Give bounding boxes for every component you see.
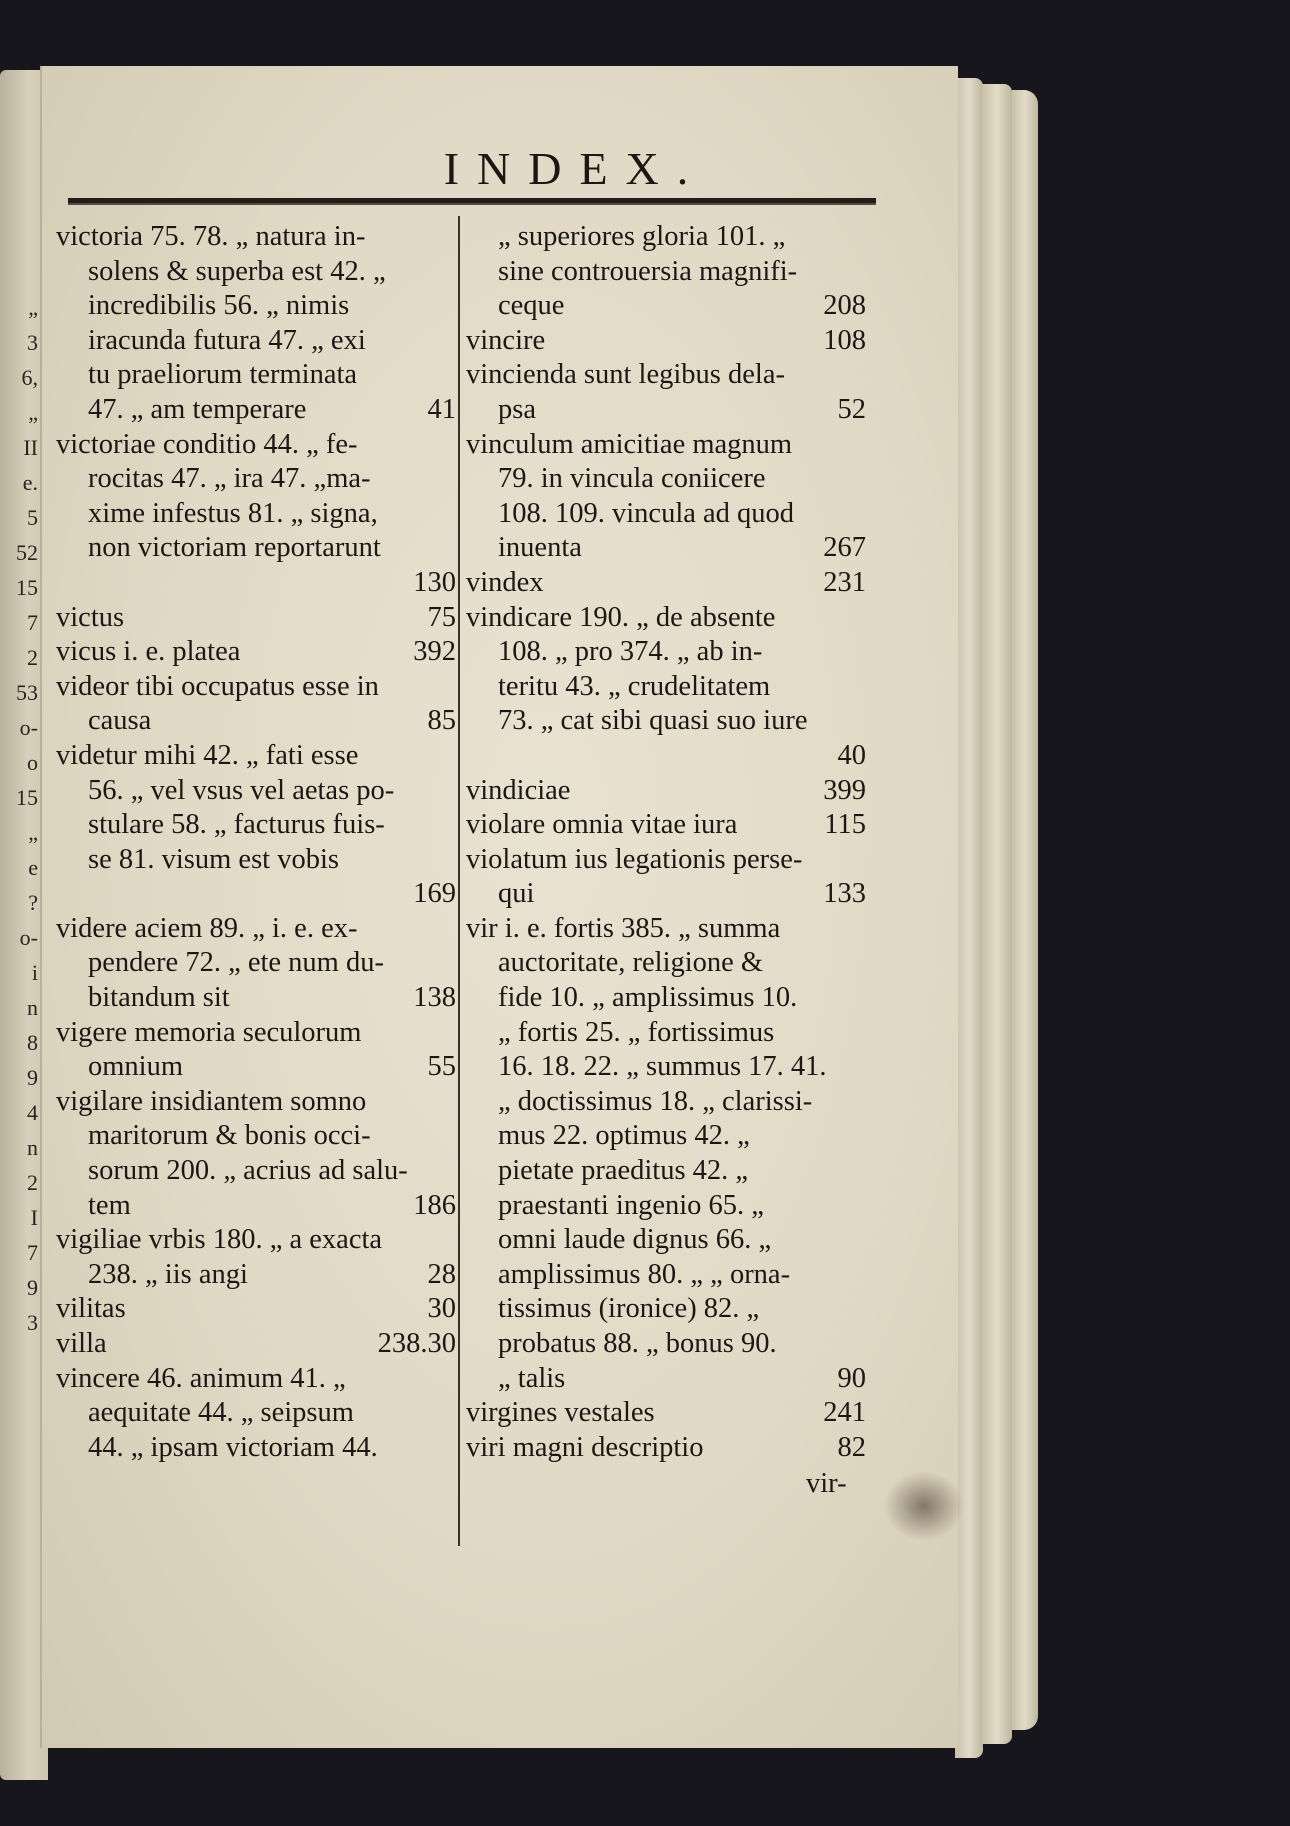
index-line	[56, 877, 456, 912]
index-entry	[466, 808, 866, 843]
index-line	[56, 601, 456, 636]
index-entry	[56, 1085, 456, 1223]
index-line	[466, 1327, 866, 1362]
index-entry	[466, 1431, 866, 1466]
page-reference: 41	[427, 393, 456, 425]
index-text: vilitas	[56, 1293, 126, 1325]
edge-mark: n	[27, 995, 38, 1020]
index-line	[466, 1223, 866, 1258]
index-line	[466, 946, 866, 981]
index-line	[466, 704, 866, 739]
index-text: vigilare insidiantem somno	[56, 1085, 367, 1117]
index-text: „ superiores gloria 101. „	[498, 221, 786, 252]
index-text: vir i. e. fortis 385. „ summa	[466, 912, 781, 944]
page-reference: 231	[823, 566, 866, 598]
index-text: virgines vestales	[466, 1397, 655, 1429]
index-text: solens & superba est 42. „	[88, 255, 386, 287]
index-entry	[56, 1016, 456, 1085]
index-text: videtur mihi 42. „ fati esse	[56, 739, 359, 771]
index-line	[466, 774, 866, 809]
index-entry	[466, 912, 866, 1396]
index-text: auctoritate, religione &	[498, 947, 764, 979]
index-entry	[466, 324, 866, 359]
edge-mark: „	[28, 295, 38, 320]
page-reference: 208	[823, 290, 866, 322]
index-line	[56, 912, 456, 947]
edge-mark: II	[23, 435, 38, 460]
edge-mark: n	[27, 1135, 38, 1160]
index-line	[56, 1119, 456, 1154]
index-text: probatus 88. „ bonus 90.	[498, 1328, 777, 1359]
edge-marks	[4, 290, 38, 1340]
page-reference: 108	[823, 324, 866, 356]
index-line	[56, 358, 456, 393]
index-line	[56, 1050, 456, 1085]
index-text: 79. in vincula coniicere	[498, 463, 766, 495]
index-entry	[466, 566, 866, 601]
index-line	[466, 670, 866, 705]
page-reference: 267	[823, 532, 866, 564]
index-text: viri magni descriptio	[466, 1431, 704, 1463]
page-reference: 85	[427, 705, 456, 737]
index-line	[466, 1258, 866, 1293]
index-line	[56, 1292, 456, 1327]
index-entry	[56, 739, 456, 912]
index-text: stulare 58. „ facturus fuis-	[88, 809, 385, 841]
edge-mark: o-	[19, 925, 38, 950]
book-page	[40, 66, 958, 1748]
index-line	[466, 497, 866, 532]
index-line	[466, 1016, 866, 1051]
index-text: victoriae conditio 44. „ fe-	[56, 428, 358, 460]
edge-mark: 53	[16, 680, 38, 705]
index-text: 56. „ vel vsus vel aetas po-	[88, 774, 395, 806]
edge-mark: 2	[27, 645, 38, 670]
page-reference: 392	[413, 636, 456, 668]
index-text: incredibilis 56. „ nimis	[88, 290, 350, 322]
index-text: pietate praeditus 42. „	[498, 1155, 749, 1187]
index-entry	[466, 220, 866, 324]
index-line	[466, 220, 866, 255]
edge-mark: o-	[19, 715, 38, 740]
index-text: qui	[498, 878, 535, 910]
index-text: ceque	[498, 290, 565, 322]
index-line	[56, 1431, 456, 1466]
index-text: violatum ius legationis perse-	[466, 843, 803, 875]
edge-mark: 9	[27, 1275, 38, 1300]
index-text: inuenta	[498, 532, 582, 564]
index-line	[466, 808, 866, 843]
index-column-left	[56, 220, 456, 1465]
page-reference: 241	[823, 1397, 866, 1429]
page-reference: 90	[837, 1362, 866, 1394]
index-text: psa	[498, 393, 536, 425]
index-text: victoria 75. 78. „ natura in-	[56, 221, 366, 252]
index-line	[56, 1396, 456, 1431]
index-line	[466, 1431, 866, 1466]
index-text: vindiciae	[466, 774, 571, 806]
index-text: amplissimus 80. „ „ orna-	[498, 1258, 791, 1290]
index-line	[56, 1327, 456, 1362]
index-line	[466, 601, 866, 636]
index-line	[466, 981, 866, 1016]
index-entry	[56, 1292, 456, 1327]
edge-mark: 7	[27, 610, 38, 635]
index-line	[56, 635, 456, 670]
index-line	[466, 635, 866, 670]
index-text: rocitas 47. „ ira 47. „ma-	[88, 463, 371, 495]
edge-mark: „	[28, 820, 38, 845]
index-entry	[56, 670, 456, 739]
index-line	[466, 324, 866, 359]
index-text: 16. 18. 22. „ summus 17. 41.	[498, 1051, 827, 1083]
index-text: sorum 200. „ acrius ad salu-	[88, 1155, 408, 1187]
index-text: tu praeliorum terminata	[88, 359, 358, 391]
edge-mark: 15	[16, 785, 38, 810]
index-line	[466, 566, 866, 601]
index-entry	[466, 1396, 866, 1431]
index-text: vigiliae vrbis 180. „ a exacta	[56, 1224, 383, 1256]
page-reference: 169	[413, 878, 456, 910]
index-text: violare omnia vitae iura	[466, 809, 738, 841]
page-reference: 399	[823, 774, 866, 806]
index-text: vicus i. e. platea	[56, 636, 241, 668]
index-line	[56, 393, 456, 428]
index-line	[56, 255, 456, 290]
index-entry	[466, 358, 866, 427]
ink-smudge	[884, 1471, 964, 1541]
index-line	[466, 531, 866, 566]
index-line	[56, 324, 456, 359]
index-text: vindex	[466, 566, 544, 598]
page-reference: 186	[413, 1189, 456, 1221]
index-line	[466, 289, 866, 324]
index-line	[56, 1223, 456, 1258]
index-line	[466, 393, 866, 428]
index-line	[56, 774, 456, 809]
index-text: 73. „ cat sibi quasi suo iure	[498, 705, 808, 737]
index-entry	[56, 1223, 456, 1292]
page-reference: 55	[427, 1051, 456, 1083]
index-line	[56, 220, 456, 255]
index-line	[466, 1362, 866, 1397]
index-line	[466, 1189, 866, 1224]
book-cover-edge	[1012, 90, 1038, 1730]
index-column-right	[466, 220, 866, 1465]
index-text: videre aciem 89. „ i. e. ex-	[56, 912, 358, 944]
index-line	[56, 1189, 456, 1224]
index-line	[466, 1154, 866, 1189]
index-text: omnium	[88, 1051, 184, 1083]
index-text: omni laude dignus 66. „	[498, 1224, 772, 1256]
index-line	[466, 462, 866, 497]
index-entry	[56, 635, 456, 670]
index-line	[56, 566, 456, 601]
index-text: 108. 109. vincula ad quod	[498, 497, 795, 529]
page-reference: 75	[427, 601, 456, 633]
index-text: vindicare 190. „ de absente	[466, 601, 776, 633]
index-text: 47. „ am temperare	[88, 393, 307, 425]
index-line	[56, 808, 456, 843]
index-entry	[56, 1362, 456, 1466]
index-entry	[56, 220, 456, 428]
index-text: non victoriam reportarunt	[88, 532, 381, 564]
page-title: INDEX.	[443, 143, 707, 194]
page-reference: 82	[837, 1431, 866, 1463]
index-entry	[466, 428, 866, 566]
edge-mark: 2	[27, 1170, 38, 1195]
edge-mark: ?	[28, 890, 38, 915]
edge-mark: I	[30, 1205, 38, 1230]
index-text: pendere 72. „ ete num du-	[88, 947, 384, 979]
index-text: iracunda futura 47. „ exi	[88, 324, 366, 356]
index-text: praestanti ingenio 65. „	[498, 1189, 764, 1221]
index-line	[56, 1016, 456, 1051]
edge-mark: „	[28, 400, 38, 425]
index-line	[56, 462, 456, 497]
index-text: vincire	[466, 324, 546, 356]
index-line	[56, 1154, 456, 1189]
edge-mark: o	[27, 750, 38, 775]
index-entry	[56, 601, 456, 636]
index-text: fide 10. „ amplissimus 10.	[498, 982, 798, 1014]
index-line	[466, 739, 866, 774]
page-reference: 52	[837, 393, 866, 425]
edge-mark: 3	[27, 330, 38, 355]
index-line	[466, 1085, 866, 1120]
index-line	[56, 1258, 456, 1293]
index-text: 238. „ iis angi	[88, 1258, 248, 1290]
index-text: se 81. visum est vobis	[88, 843, 339, 875]
page-reference: 130	[413, 566, 456, 598]
index-text: 108. „ pro 374. „ ab in-	[498, 636, 763, 668]
index-text: vincienda sunt legibus dela-	[466, 359, 785, 391]
index-line	[466, 1396, 866, 1431]
index-line	[466, 1050, 866, 1085]
index-line	[466, 358, 866, 393]
index-line	[56, 739, 456, 774]
index-line	[56, 1362, 456, 1397]
edge-mark: e.	[22, 470, 38, 495]
index-line	[56, 981, 456, 1016]
edge-mark: 7	[27, 1240, 38, 1265]
index-line	[56, 670, 456, 705]
index-line	[56, 428, 456, 463]
edge-mark: i	[31, 960, 38, 985]
index-text: vincere 46. animum 41. „	[56, 1362, 346, 1394]
index-text: villa	[56, 1328, 107, 1359]
page-reference: 40	[837, 739, 866, 771]
index-text: 44. „ ipsam victoriam 44.	[88, 1431, 378, 1463]
page-reference: 30	[427, 1293, 456, 1325]
edge-mark: 5	[27, 505, 38, 530]
index-line	[56, 704, 456, 739]
index-entry	[466, 601, 866, 774]
page-reference: 238.30	[377, 1328, 456, 1359]
index-text: causa	[88, 705, 152, 737]
index-entry	[466, 843, 866, 912]
index-text: teritu 43. „ crudelitatem	[498, 670, 771, 702]
index-text: vigere memoria seculorum	[56, 1016, 362, 1048]
index-text: „ doctissimus 18. „ clarissi-	[498, 1085, 813, 1117]
index-line	[466, 877, 866, 912]
edge-mark: 9	[27, 1065, 38, 1090]
catchword: vir-	[806, 1468, 847, 1499]
edge-mark: 6,	[21, 365, 38, 390]
index-text: victus	[56, 601, 125, 633]
page-reference: 115	[824, 809, 866, 841]
index-text: „ fortis 25. „ fortissimus	[498, 1016, 775, 1048]
index-line	[56, 1085, 456, 1120]
edge-mark: 4	[27, 1100, 38, 1125]
index-text: maritorum & bonis occi-	[88, 1120, 371, 1152]
column-divider	[458, 216, 460, 1546]
index-text: mus 22. optimus 42. „	[498, 1120, 750, 1152]
index-line	[56, 289, 456, 324]
index-line	[466, 1292, 866, 1327]
index-line	[466, 912, 866, 947]
edge-mark: 15	[16, 575, 38, 600]
index-line	[56, 946, 456, 981]
page-header	[42, 142, 958, 195]
index-entry	[56, 912, 456, 1016]
index-text: aequitate 44. „ seipsum	[88, 1397, 354, 1429]
edge-mark: 3	[27, 1310, 38, 1335]
page-reference: 28	[427, 1258, 456, 1290]
index-line	[56, 531, 456, 566]
index-text: videor tibi occupatus esse in	[56, 670, 379, 702]
index-line	[466, 428, 866, 463]
edge-mark: 52	[16, 540, 38, 565]
index-text: „ talis	[498, 1362, 566, 1394]
index-text: tem	[88, 1189, 131, 1221]
page-reference: 133	[823, 878, 866, 910]
index-line	[56, 497, 456, 532]
index-line	[466, 255, 866, 290]
edge-mark: e	[28, 855, 38, 880]
index-entry	[56, 428, 456, 601]
index-text: sine controuersia magnifi-	[498, 255, 798, 287]
index-text: xime infestus 81. „ signa,	[88, 497, 378, 529]
page-stack-edge	[982, 84, 1012, 1744]
edge-mark: 8	[27, 1030, 38, 1055]
header-rule	[68, 198, 876, 205]
index-text: bitandum sit	[88, 982, 230, 1014]
index-line	[56, 843, 456, 878]
index-line	[466, 1119, 866, 1154]
index-text: vinculum amicitiae magnum	[466, 428, 793, 460]
index-entry	[466, 774, 866, 809]
index-entry	[56, 1327, 456, 1362]
index-line	[466, 843, 866, 878]
index-text: tissimus (ironice) 82. „	[498, 1293, 760, 1325]
page-reference: 138	[413, 982, 456, 1014]
